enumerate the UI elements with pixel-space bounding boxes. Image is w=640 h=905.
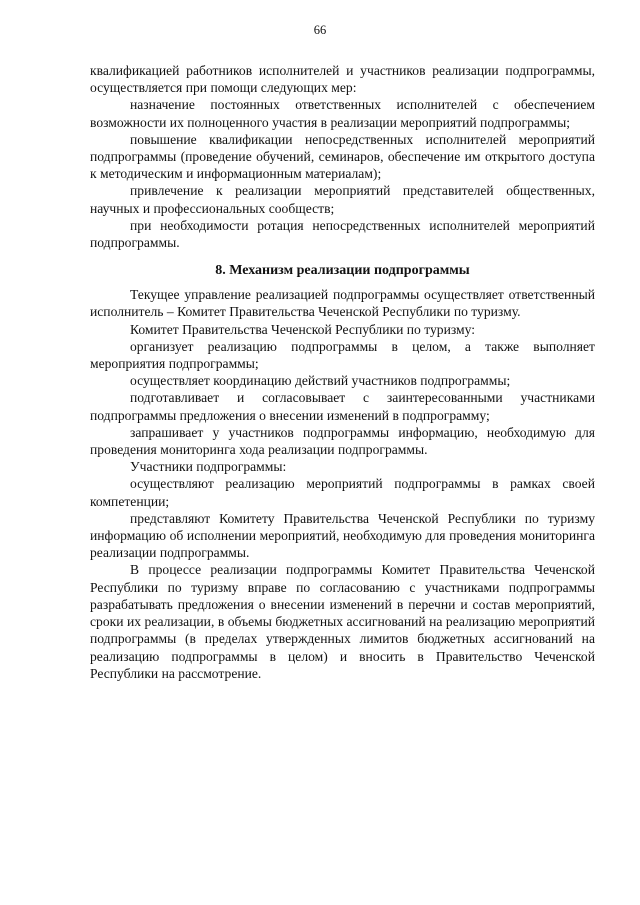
paragraph: Участники подпрограммы: — [130, 459, 287, 475]
paragraph: представляют Комитету Правительства Чеченской Республики по туризму информацию об исполнении мероприятий, необходимую для проведения мониторинга реализации подпрограммы. — [90, 510, 595, 561]
section-1 — [90, 62, 595, 251]
section-2 — [90, 286, 595, 682]
paragraph: организует реализацию подпрограммы в целом, а также выполняет мероприятия подпрограммы; — [90, 338, 595, 372]
paragraph: квалификацией работников исполнителей и участников реализации подпрограммы, осуществляется при помощи следующих мер: — [90, 63, 595, 96]
paragraph: повышение квалификации непосредственных исполнителей мероприятий подпрограммы (проведение обучений, семинаров, обеспечение им открытого доступа к методическим и информационным материалам); — [90, 131, 595, 182]
paragraph: осуществляет координацию действий участников подпрограммы; — [130, 373, 511, 389]
paragraph: запрашивает у участников подпрограммы информацию, необходимую для проведения мониторинга хода реализации подпрограммы. — [90, 424, 595, 458]
paragraph: подготавливает и согласовывает с заинтересованными участниками подпрограммы предложения о внесении изменений в подпрограмму; — [90, 390, 595, 423]
paragraph: осуществляют реализацию мероприятий подпрограммы в рамках своей компетенции; — [90, 476, 595, 509]
document-body — [90, 62, 595, 682]
paragraph: при необходимости ротация непосредственных исполнителей мероприятий подпрограммы. — [90, 217, 595, 251]
paragraph: назначение постоянных ответственных исполнителей с обеспечением возможности их полноценного участия в реализации мероприятий подпрограммы; — [90, 97, 595, 130]
paragraph: В процессе реализации подпрограммы Комитет Правительства Чеченской Республики по туризму вправе по согласованию с участниками подпрограммы разрабатывать предложения о внесении изменений в перечни и состав мероприятий, сроки их реализации, в объемы бюджетных ассигнований на реализацию мероприятий подпрограммы (в пределах утвержденных лимитов бюджетных ассигнований на реализацию подпрограммы в целом) и вносить в Правительство Чеченской Республики на рассмотрение. — [90, 562, 595, 681]
page-number: 66 — [313, 23, 327, 37]
paragraph: Текущее управление реализацией подпрограммы осуществляет ответственный исполнитель – Комитет Правительства Чеченской Республики по туризму. — [90, 287, 595, 320]
paragraph: Комитет Правительства Чеченской Республики по туризму: — [130, 321, 476, 337]
section-heading: 8. Механизм реализации подпрограммы — [215, 263, 470, 279]
paragraph: привлечение к реализации мероприятий представителей общественных, научных и профессиональных сообществ; — [90, 183, 595, 216]
